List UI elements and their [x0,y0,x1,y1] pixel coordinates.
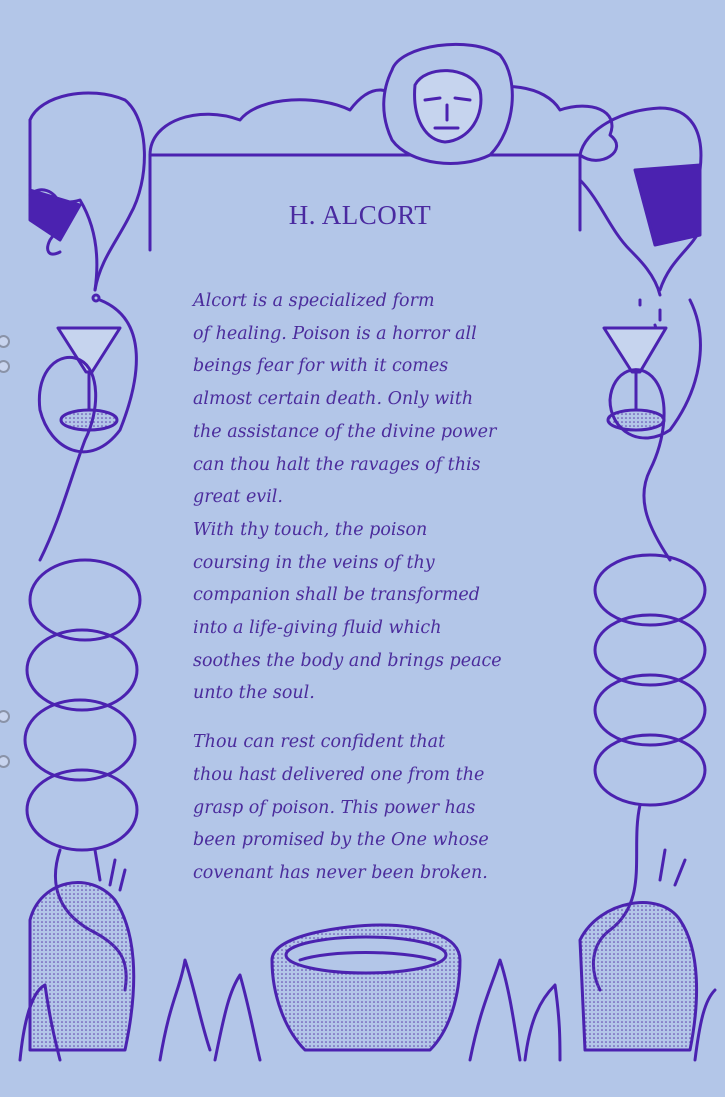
body-text [193,285,538,890]
paragraph-3: Thou can rest confident that thou hast delivered one from the grasp of poison. This power has been promised by the One whose covenant has never been broken. [193,732,489,883]
pitcher-left-icon [30,93,144,301]
cauldron-icon [272,925,460,1050]
paragraph-2: With thy touch, the poison coursing in the veins of thy companion shall be transformed into a life-giving fluid which soothes the body and brings peace unto the soul. [193,519,502,704]
goblet-left-icon [58,328,120,430]
page-title: H. ALCORT [288,200,432,230]
pitcher-right-icon [580,108,701,335]
hand-right-icon [580,850,697,1050]
serpent-coil-right-icon [593,300,705,990]
face-mask-icon [384,44,513,163]
hand-left-icon [30,850,134,1050]
paragraph-1: Alcort is a specialized form of healing. Poison is a horror all beings fear for with it comes almost certain death. Only with the assistance of the divine power can thou halt the ravages of this great evil. [193,291,497,508]
